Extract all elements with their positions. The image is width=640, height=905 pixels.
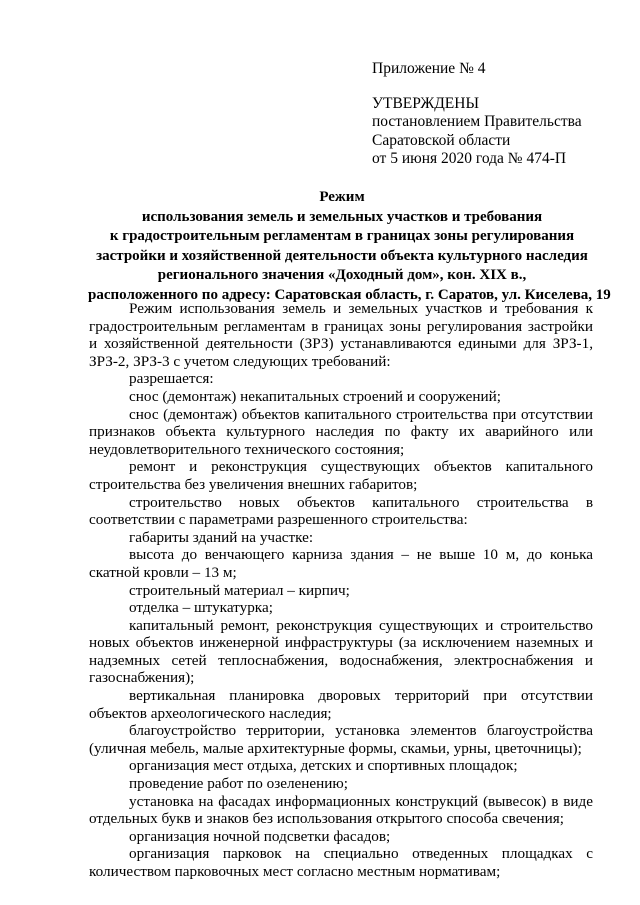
paragraph: организация мест отдыха, детских и спортивных площадок; [129,757,518,775]
paragraph: строительный материал – кирпич; [129,581,350,599]
paragraph: проведение работ по озеленению; [129,775,348,793]
paragraph: благоустройство территории, установка элементов благоустройства (уличная мебель, малые архитектурные формы, скамьи, урны, цветочницы); [89,722,593,757]
title-line: Режим [319,189,365,205]
paragraph: отделка – штукатурка; [129,599,273,617]
approved-label: УТВЕРЖДЕНЫ [372,94,479,112]
paragraph: снос (демонтаж) некапитальных строений и сооружений; [129,387,502,405]
paragraph: капитальный ремонт, реконструкция существующих и строительство новых объектов инженерной инфраструктуры (за исключением наземных и надземных сетей теплоснабжения, водоснабжения, электроснабжения и газоснабжения); [89,616,593,687]
paragraph: ремонт и реконструкция существующих объектов капитального строительства без увеличения внешних габаритов; [89,458,593,493]
approval-date-line: от 5 июня 2020 года № 474-П [372,150,567,167]
paragraph: организация парковок на специально отведенных площадках с количеством парковочных мест согласно местным нормативам; [89,845,593,880]
paragraph: высота до венчающего карниза здания – не выше 10 м, до конька скатной кровли – 13 м; [89,546,593,581]
title-line: использования земель и земельных участков и требования [141,208,543,225]
approval-line: Саратовской области [372,131,511,149]
paragraph: снос (демонтаж) объектов капитального строительства при отсутствии признаков объекта культурного наследия по факту их аварийного или неудовлетворительного технического состояния; [89,405,593,458]
title-line: к градостроительным регламентам в границах зоны регулирования [109,228,575,244]
document-body [89,300,593,881]
title-line: регионального значения «Доходный дом», кон. XIX в., [157,267,527,283]
paragraph: Режим использования земель и земельных участков и требования к градостроительным регламентам в границах зоны регулирования застройки и хозяйственной деятельности (ЗРЗ) устанавливаются едиными для ЗРЗ-1, ЗРЗ-2, ЗРЗ-3 с учетом следующих требований: [89,300,593,370]
paragraph: вертикальная планировка дворовых территорий при отсутствии объектов археологического наследия; [89,687,593,722]
paragraph: организация ночной подсветки фасадов; [129,827,391,845]
paragraph: установка на фасадах информационных конструкций (вывесок) в виде отдельных букв и знаков без использования открытого способа свечения; [89,792,593,828]
approval-line: постановлением Правительства [372,113,582,130]
paragraph: габариты зданий на участке: [129,528,314,546]
title-line: застройки и хозяйственной деятельности объекта культурного наследия [96,247,588,264]
document-title [88,188,611,305]
annex-number: Приложение № 4 [372,60,486,77]
paragraph: разрешается: [129,370,214,388]
approval-stamp [372,60,622,169]
paragraph: строительство новых объектов капитального строительства в соответствии с параметрами разрешенного строительства: [89,493,593,529]
title-line: расположенного по адресу: Саратовская область, г. Саратов, ул. Киселева, 19 [88,286,611,303]
